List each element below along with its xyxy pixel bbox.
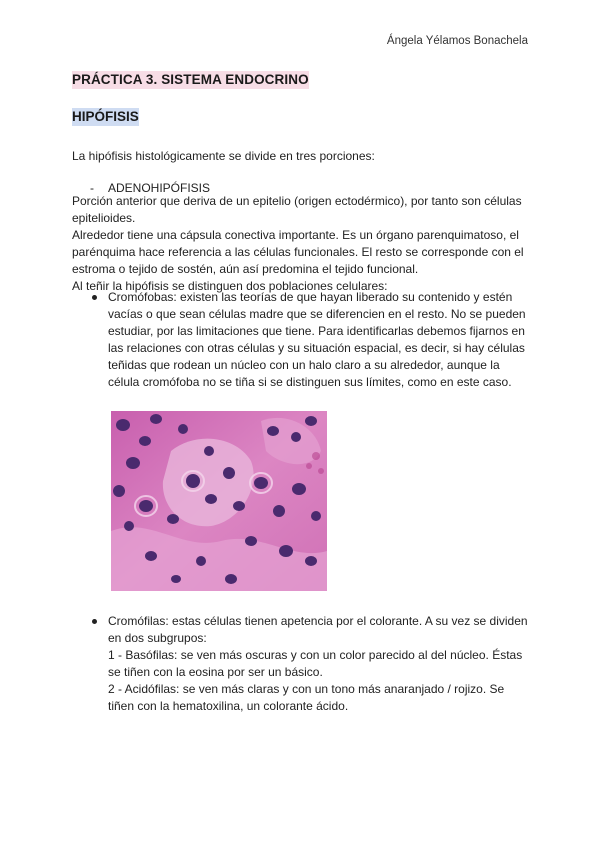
bullet-dot-icon [92, 295, 97, 300]
subgroup-acidofilas: 2 - Acidófilas: se ven más claras y con un tono más anaranjado / rojizo. Se tiñen con la hematoxilina, un colorante ácido. [108, 682, 505, 713]
intro-paragraph: La hipófisis histológicamente se divide en tres porciones: [72, 149, 375, 163]
bullet-text: Cromófilas: estas células tienen apetencia por el colorante. A su vez se dividen en dos subgrupos: [108, 614, 528, 645]
document-title: PRÁCTICA 3. SISTEMA ENDOCRINO [72, 72, 309, 87]
dash-marker: - [90, 181, 94, 195]
bullet-item [90, 613, 530, 715]
subgroup-basofilas: 1 - Basófilas: se ven más oscuras y con un color parecido al del núcleo. Éstas se tiñen con la eosina por ser un básico. [108, 648, 523, 679]
histology-micrograph [111, 411, 327, 591]
bullet-dot-icon [92, 619, 97, 624]
paragraph: Alrededor tiene una cápsula conectiva importante. Es un órgano parenquimatoso, el parénquima hace referencia a las células funcionales. El resto se corresponde con el estroma o tejido de sostén, aún así predomina el tejido funcional. [72, 228, 524, 276]
description-block [72, 193, 532, 295]
author-name: Ángela Yélamos Bonachela [386, 35, 528, 47]
bullet-text: Cromófobas: existen las teorías de que hayan liberado su contenido y estén vacías o que sean células madre que se diferencien en el resto. No se pueden estudiar, por las limitaciones que tiene. Para identificarlas debemos fijarnos en las relaciones con otras células y su situación espacial, es decir, si hay células teñidas que rodean un núcleo con un halo claro a su alrededor, aunque la célula cromófoba no se tiña si se distinguen sus límites, como en este caso. [108, 290, 526, 389]
bullet-item [90, 289, 530, 391]
bullet-list-cromofilas [90, 613, 530, 715]
section-heading: HIPÓFISIS [72, 109, 139, 124]
paragraph: Al teñir la hipófisis se distinguen dos poblaciones celulares: [72, 279, 388, 293]
dash-item-label: ADENOHIPÓFISIS [108, 181, 211, 195]
paragraph: Porción anterior que deriva de un epitelio (origen ectodérmico), por tanto son células epitelioides. [72, 194, 522, 225]
bullet-list-cromofobas [90, 289, 530, 391]
